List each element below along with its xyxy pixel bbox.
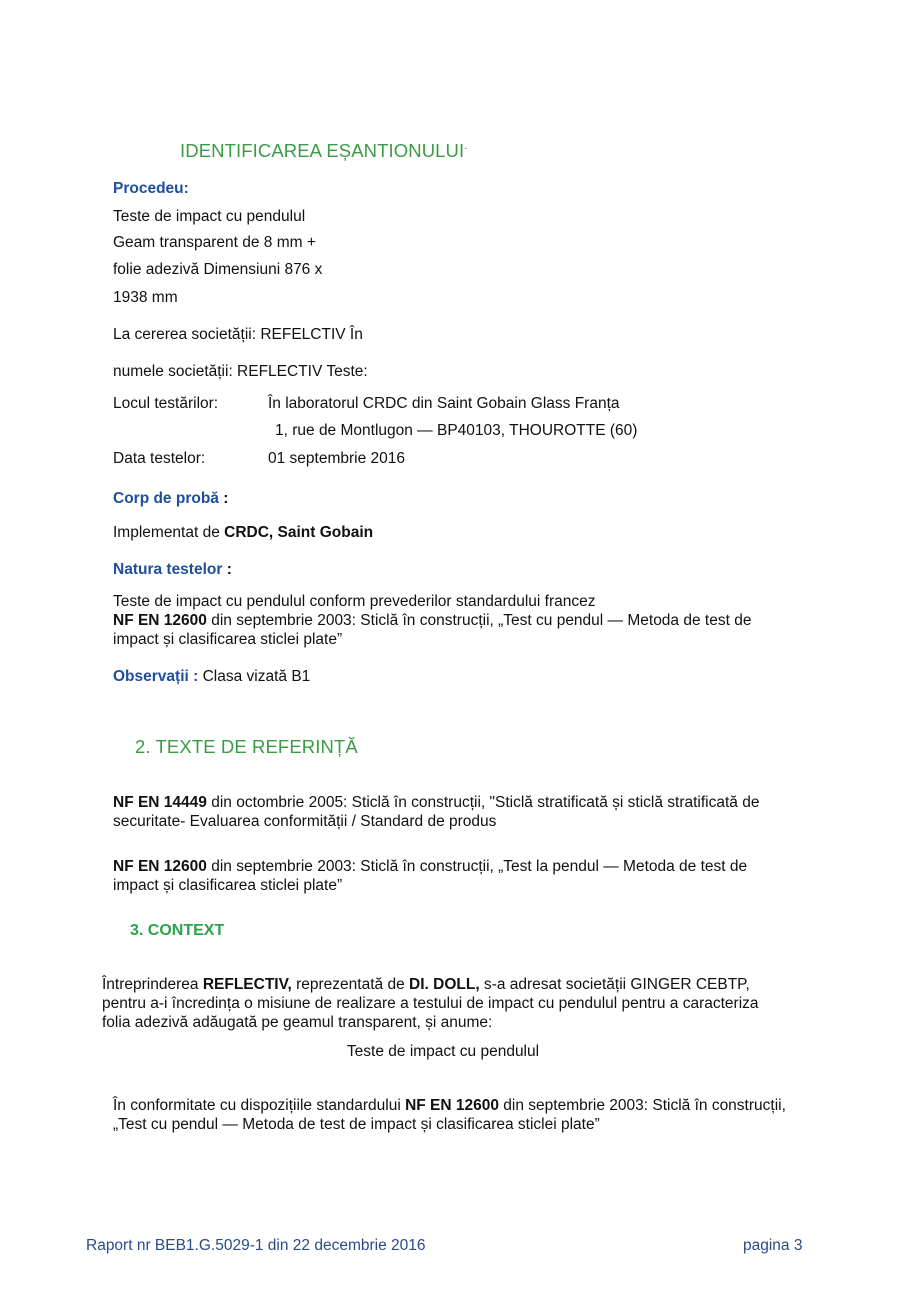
- reference-item: [113, 857, 823, 895]
- reference-line: [113, 857, 823, 876]
- conformity-line: [113, 1096, 833, 1115]
- section-title-text: IDENTIFICAREA EȘANTIONULUI: [180, 140, 465, 161]
- procedeu-line: Geam transparent de 8 mm +: [113, 234, 316, 251]
- reference-line: impact și clasificarea sticlei plate”: [113, 877, 343, 894]
- context-text: reprezentată de: [291, 976, 410, 993]
- locul-label: Locul testărilor:: [113, 395, 219, 412]
- conformity-text: din septembrie 2003: Sticlă în construcții,: [499, 1097, 786, 1114]
- natura-line: [113, 611, 813, 630]
- procedeu-line: 1938 mm: [113, 289, 178, 306]
- conformity-standard: NF EN 12600: [405, 1097, 499, 1114]
- reference-code: NF EN 12600: [113, 858, 207, 875]
- conformity-line: „Test cu pendul — Metoda de test de impact și clasificarea sticlei plate”: [113, 1116, 600, 1133]
- procedeu-label: Procedeu:: [113, 180, 189, 197]
- conformity-text: În conformitate cu dispozițiile standardului: [113, 1097, 406, 1114]
- numele-line: numele societății: REFLECTIV Teste:: [113, 363, 368, 380]
- locul-value-1: În laboratorul CRDC din Saint Gobain Glass Franța: [268, 395, 620, 412]
- title-superscript: -: [464, 143, 468, 153]
- observatii: [113, 667, 310, 687]
- reference-line: securitate- Evaluarea conformității / Standard de produs: [113, 813, 497, 830]
- context-centered-line: Teste de impact cu pendulul: [346, 1043, 540, 1060]
- reference-text: din septembrie 2003: Sticlă în construcții, „Test la pendul — Metoda de test de: [206, 858, 748, 875]
- corp-value: [113, 523, 373, 543]
- natura-line: Teste de impact cu pendulul conform prevederilor standardului francez: [113, 593, 596, 610]
- data-label: Data testelor:: [113, 450, 206, 467]
- section-title-identificare: [180, 140, 467, 162]
- cererea-line: La cererea societății: REFELCTIV În: [113, 326, 363, 343]
- corp-bold: CRDC, Saint Gobain: [224, 524, 374, 541]
- procedeu-line: folie adezivă Dimensiuni 876 x: [113, 261, 323, 278]
- procedeu-line: Teste de impact cu pendulul: [113, 208, 306, 225]
- company-name: REFLECTIV,: [202, 976, 292, 993]
- section-title-referinta: 2. TEXTE DE REFERINȚĂ: [135, 736, 358, 757]
- natura-standard: NF EN 12600: [113, 612, 207, 629]
- corp-prefix: Implementat de: [113, 524, 225, 541]
- context-line: folia adezivă adăugată pe geamul transparent, și anume:: [102, 1014, 493, 1031]
- reference-code: NF EN 14449: [113, 794, 207, 811]
- corp-colon: :: [218, 490, 229, 507]
- context-line: pentru a-i încredința o misiune de realizare a testului de impact cu pendulul pentru a caracteriza: [102, 995, 759, 1012]
- natura-line2-rest: din septembrie 2003: Sticlă în construcții, „Test cu pendul — Metoda de test de: [206, 612, 752, 629]
- section-title-context: 3. CONTEXT: [130, 922, 225, 939]
- footer-report-id: Raport nr BEB1.G.5029-1 din 22 decembrie 2016: [86, 1237, 426, 1254]
- natura-line: impact și clasificarea sticlei plate”: [113, 631, 343, 648]
- locul-value-2: 1, rue de Montlugon — BP40103, THOUROTTE (60): [275, 422, 638, 439]
- observatii-label: Observații :: [113, 668, 199, 685]
- natura-label: Natura testelor: [113, 561, 223, 578]
- representative-name: DI. DOLL,: [409, 976, 480, 993]
- footer-page-number: pagina 3: [743, 1237, 803, 1254]
- natura-colon: :: [222, 561, 232, 578]
- natura-heading: [113, 560, 232, 580]
- corp-heading: [113, 489, 228, 509]
- data-value: 01 septembrie 2016: [268, 450, 406, 467]
- reference-line: [113, 793, 823, 812]
- observatii-value: Clasa vizată B1: [198, 668, 311, 685]
- reference-text: din octombrie 2005: Sticlă în construcții, "Sticlă stratificată și sticlă stratificată de: [206, 794, 760, 811]
- context-text: Întreprinderea: [102, 976, 203, 993]
- corp-label: Corp de probă: [113, 490, 219, 507]
- natura-paragraph: [113, 592, 813, 649]
- context-text: s-a adresat societății GINGER CEBTP,: [479, 976, 750, 993]
- reference-item: [113, 793, 823, 831]
- context-paragraph: [102, 975, 832, 1032]
- conformity-paragraph: [113, 1096, 833, 1134]
- context-line: [102, 975, 832, 994]
